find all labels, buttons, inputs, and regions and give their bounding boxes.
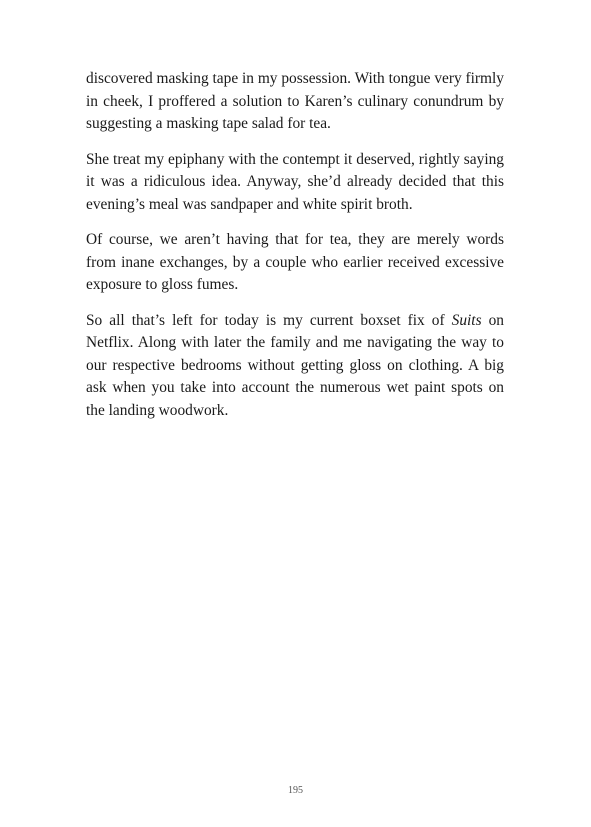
paragraph-2: She treat my epiphany with the contempt it deserved, rightly saying it was a ridiculous idea. Anyway, she’d already decided that this evening’s meal was sandpaper and white spirit broth. [86,150,504,213]
show-title: Suits [451,311,482,329]
paragraph-4-rest: on Netflix. Along with later the family and me navigating the way to our respective bedrooms without getting gloss on clothing. A big ask when you take into account the numerous wet paint spots on the landing woodwork. [86,311,504,419]
body-text [86,68,504,435]
paragraph-4-lead: So all that’s left for today is my current boxset fix of [86,311,452,329]
page-number: 195 [288,785,303,796]
paragraph-3: Of course, we aren’t having that for tea, they are merely words from inane exchanges, by a couple who earlier received excessive exposure to gloss fumes. [86,231,504,293]
paragraph-1: discovered masking tape in my possession. With tongue very firmly in cheek, I proffered a solution to Karen’s culinary conundrum by suggesting a masking tape salad for tea. [86,70,504,132]
paragraph-4 [86,310,504,423]
